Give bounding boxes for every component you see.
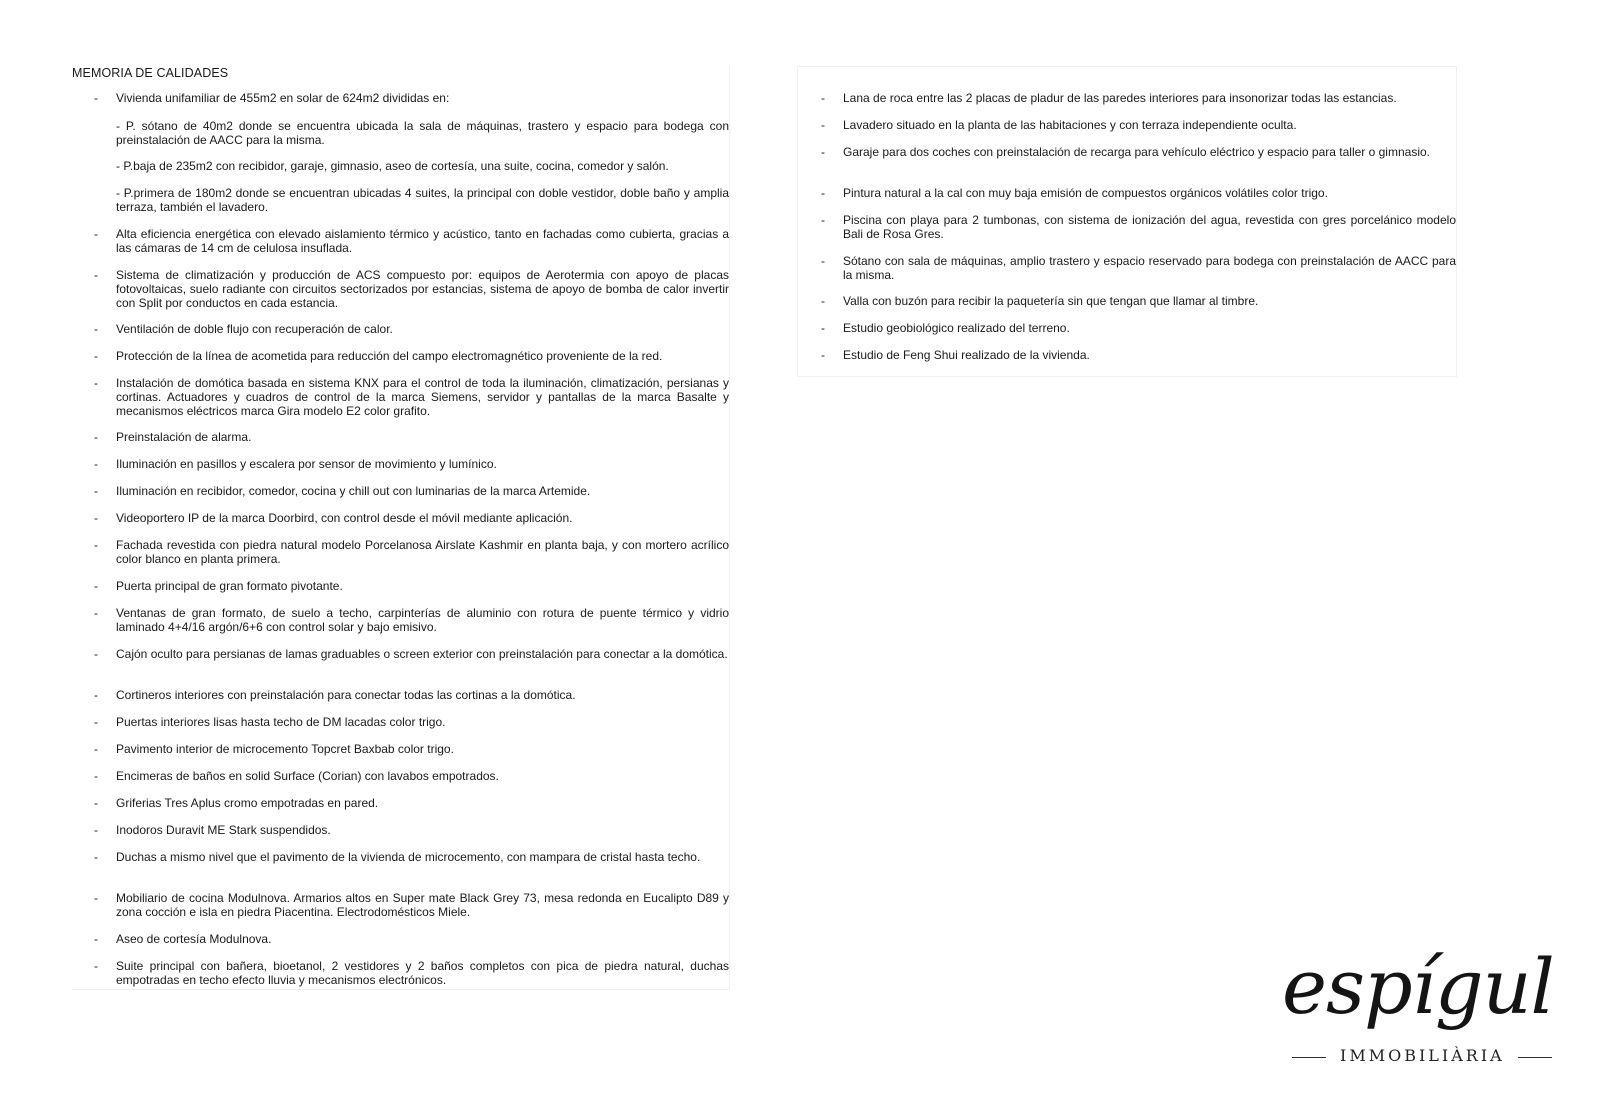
left-list-item-text: Mobiliario de cocina Modulnova. Armarios altos en Super mate Black Grey 73, mesa redonda en Eucalipto D89 y zona cocción e isla en piedra Piacentina. Electrodomésticos Miele. xyxy=(116,891,729,919)
bullet-dash: - xyxy=(821,118,825,132)
right-list-item xyxy=(798,255,1456,283)
left-list-item xyxy=(72,350,729,364)
bullet-dash: - xyxy=(821,294,825,308)
left-list-item-text: Ventilación de doble flujo con recuperación de calor. xyxy=(116,322,393,336)
left-list-item xyxy=(72,458,729,472)
left-list-item xyxy=(72,580,729,594)
right-list-item-text: Pintura natural a la cal con muy baja emisión de compuestos orgánicos volátiles color trigo. xyxy=(843,186,1328,200)
left-list-item-text: Ventanas de gran formato, de suelo a techo, carpinterías de aluminio con rotura de puente térmico y vidrio laminado 4+4/16 argón/6+6 con control solar y bajo emisivo. xyxy=(116,606,729,634)
bullet-dash: - xyxy=(94,959,98,973)
bullet-dash: - xyxy=(821,213,825,227)
bullet-dash: - xyxy=(821,91,825,105)
espigul-logo xyxy=(1278,940,1568,1080)
floor-sub-item: - P.baja de 235m2 con recibidor, garaje, gimnasio, aseo de cortesía, una suite, cocina, comedor y salón. xyxy=(116,159,669,173)
bullet-dash: - xyxy=(94,268,98,282)
right-list-item xyxy=(798,146,1456,160)
bullet-dash: - xyxy=(94,91,98,105)
left-list-item-text: Preinstalación de alarma. xyxy=(116,430,252,444)
right-list-item-text: Lavadero situado en la planta de las habitaciones y con terraza independiente oculta. xyxy=(843,118,1297,132)
right-list-item xyxy=(798,187,1456,201)
right-list-item xyxy=(798,295,1456,309)
left-list-item xyxy=(72,431,729,445)
bullet-dash: - xyxy=(94,796,98,810)
logo-wordmark: espígul xyxy=(1282,942,1554,1031)
logo-tagline: IMMOBILIÀRIA xyxy=(1340,1046,1505,1065)
left-list-item-text: Alta eficiencia energética con elevado aislamiento térmico y acústico, tanto en fachadas como cubierta, gracias a las cámaras de 14 cm de celulosa insuflada. xyxy=(116,227,729,255)
left-list-item-text: Aseo de cortesía Modulnova. xyxy=(116,932,272,946)
document-title: MEMORIA DE CALIDADES xyxy=(72,66,229,80)
bullet-dash: - xyxy=(94,647,98,661)
right-list-item-text: Estudio de Feng Shui realizado de la vivienda. xyxy=(843,348,1090,362)
left-column xyxy=(72,66,730,990)
left-list-item xyxy=(72,269,729,310)
left-list-item-text: Instalación de domótica basada en sistema KNX para el control de toda la iluminación, climatización, persianas y cortinas. Actuadores y cuadros de control de la marca Siemens, servidor y pantallas de la marca Basalte y mecanismos eléctricos marca Gira modelo E2 color grafito. xyxy=(116,376,729,418)
bullet-dash: - xyxy=(821,254,825,268)
left-list-item xyxy=(72,648,729,662)
bullet-dash: - xyxy=(94,579,98,593)
bullet-dash: - xyxy=(94,538,98,552)
right-list-item-text: Lana de roca entre las 2 placas de pladur de las paredes interiores para insonorizar todas las estancias. xyxy=(843,91,1397,105)
left-list-item xyxy=(72,323,729,337)
bullet-dash: - xyxy=(94,484,98,498)
bullet-dash: - xyxy=(94,376,98,390)
bullet-dash: - xyxy=(94,688,98,702)
left-list-item-text: Puerta principal de gran formato pivotante. xyxy=(116,579,343,593)
left-list-item xyxy=(72,824,729,838)
bullet-dash: - xyxy=(94,349,98,363)
logo-rule-left xyxy=(1292,1057,1326,1058)
bullet-dash: - xyxy=(94,606,98,620)
left-list-item xyxy=(72,539,729,567)
right-list-item-text: Sótano con sala de máquinas, amplio trastero y espacio reservado para bodega con preinstalación de AACC para la misma. xyxy=(843,254,1456,282)
left-list-item-text: Sistema de climatización y producción de ACS compuesto por: equipos de Aerotermia con apoyo de placas fotovoltaicas, suelo radiante con circuitos sectorizados por estancias, sistema de apoyo de bomba de calor invertir con Split por conductos en cada estancia. xyxy=(116,268,729,310)
left-list-item-text: Suite principal con bañera, bioetanol, 2 vestidores y 2 baños completos con pica de piedra natural, duchas empotradas en techo efecto lluvia y mecanismos electrónicos. xyxy=(116,959,729,987)
left-list-item xyxy=(72,228,729,256)
bullet-dash: - xyxy=(94,742,98,756)
left-list-item-text: Iluminación en pasillos y escalera por sensor de movimiento y lumínico. xyxy=(116,457,497,471)
left-list-item xyxy=(72,485,729,499)
bullet-dash: - xyxy=(94,715,98,729)
left-list-item xyxy=(72,512,729,526)
left-list-item xyxy=(72,892,729,920)
right-list-item-text: Valla con buzón para recibir la paquetería sin que tengan que llamar al timbre. xyxy=(843,294,1259,308)
bullet-dash: - xyxy=(94,769,98,783)
right-list-item xyxy=(798,119,1456,133)
floor-sub-item: - P.primera de 180m2 donde se encuentran ubicadas 4 suites, la principal con doble vestidor, doble baño y amplia terraza, también el lavadero. xyxy=(116,186,729,214)
bullet-dash: - xyxy=(821,145,825,159)
left-list-item xyxy=(72,960,729,988)
left-list-item xyxy=(72,689,729,703)
right-list-item xyxy=(798,92,1456,106)
left-list-item xyxy=(72,933,729,947)
right-list-item xyxy=(798,349,1456,363)
left-list-item-text: Vivienda unifamiliar de 455m2 en solar de 624m2 divididas en: xyxy=(116,91,450,105)
right-list-item xyxy=(798,214,1456,242)
bullet-dash: - xyxy=(94,511,98,525)
right-column xyxy=(797,66,1457,377)
left-list-item-text: Griferias Tres Aplus cromo empotradas en pared. xyxy=(116,796,379,810)
bullet-dash: - xyxy=(94,457,98,471)
right-list-item xyxy=(798,322,1456,336)
bullet-dash: - xyxy=(821,186,825,200)
right-list-item-text: Estudio geobiológico realizado del terreno. xyxy=(843,321,1070,335)
right-list-item-text: Garaje para dos coches con preinstalación de recarga para vehículo eléctrico y espacio para taller o gimnasio. xyxy=(843,145,1430,159)
bullet-dash: - xyxy=(94,430,98,444)
left-list-item-text: Encimeras de baños en solid Surface (Corian) con lavabos empotrados. xyxy=(116,769,499,783)
left-list-item-text: Duchas a mismo nivel que el pavimento de la vivienda de microcemento, con mampara de cristal hasta techo. xyxy=(116,850,701,864)
left-list-item-text: Protección de la línea de acometida para reducción del campo electromagnético proveniente de la red. xyxy=(116,349,663,363)
floor-sub-item: - P. sótano de 40m2 donde se encuentra ubicada la sala de máquinas, trastero y espacio para bodega con preinstalación de AACC para la misma. xyxy=(116,119,729,147)
right-list-item-text: Piscina con playa para 2 tumbonas, con sistema de ionización del agua, revestida con gres porcelánico modelo Bali de Rosa Gres. xyxy=(843,213,1456,241)
left-list-item-text: Pavimento interior de microcemento Topcret Baxbab color trigo. xyxy=(116,742,454,756)
bullet-dash: - xyxy=(94,932,98,946)
left-list-item-text: Cajón oculto para persianas de lamas graduables o screen exterior con preinstalación para conectar a la domótica. xyxy=(116,647,728,661)
left-list-item-text: Iluminación en recibidor, comedor, cocina y chill out con luminarias de la marca Artemide. xyxy=(116,484,591,498)
bullet-dash: - xyxy=(821,348,825,362)
left-list-item-text: Videoportero IP de la marca Doorbird, con control desde el móvil mediante aplicación. xyxy=(116,511,573,525)
left-list-item xyxy=(72,797,729,811)
logo-rule-right xyxy=(1518,1057,1552,1058)
left-list-item xyxy=(72,716,729,730)
left-list-item xyxy=(72,770,729,784)
left-list-item xyxy=(72,377,729,418)
left-list-item xyxy=(72,607,729,635)
bullet-dash: - xyxy=(94,891,98,905)
bullet-dash: - xyxy=(94,823,98,837)
left-list-item-text: Puertas interiores lisas hasta techo de DM lacadas color trigo. xyxy=(116,715,446,729)
bullet-dash: - xyxy=(94,850,98,864)
bullet-dash: - xyxy=(821,321,825,335)
left-list-item xyxy=(72,743,729,757)
bullet-dash: - xyxy=(94,227,98,241)
left-list-item-text: Fachada revestida con piedra natural modelo Porcelanosa Airslate Kashmir en planta baja, y con mortero acrílico color blanco en planta primera. xyxy=(116,538,729,566)
left-list-item-text: Inodoros Duravit ME Stark suspendidos. xyxy=(116,823,331,837)
left-list-item-text: Cortineros interiores con preinstalación para conectar todas las cortinas a la domótica. xyxy=(116,688,576,702)
left-list-item xyxy=(72,851,729,865)
left-list-item xyxy=(72,92,729,106)
bullet-dash: - xyxy=(94,322,98,336)
